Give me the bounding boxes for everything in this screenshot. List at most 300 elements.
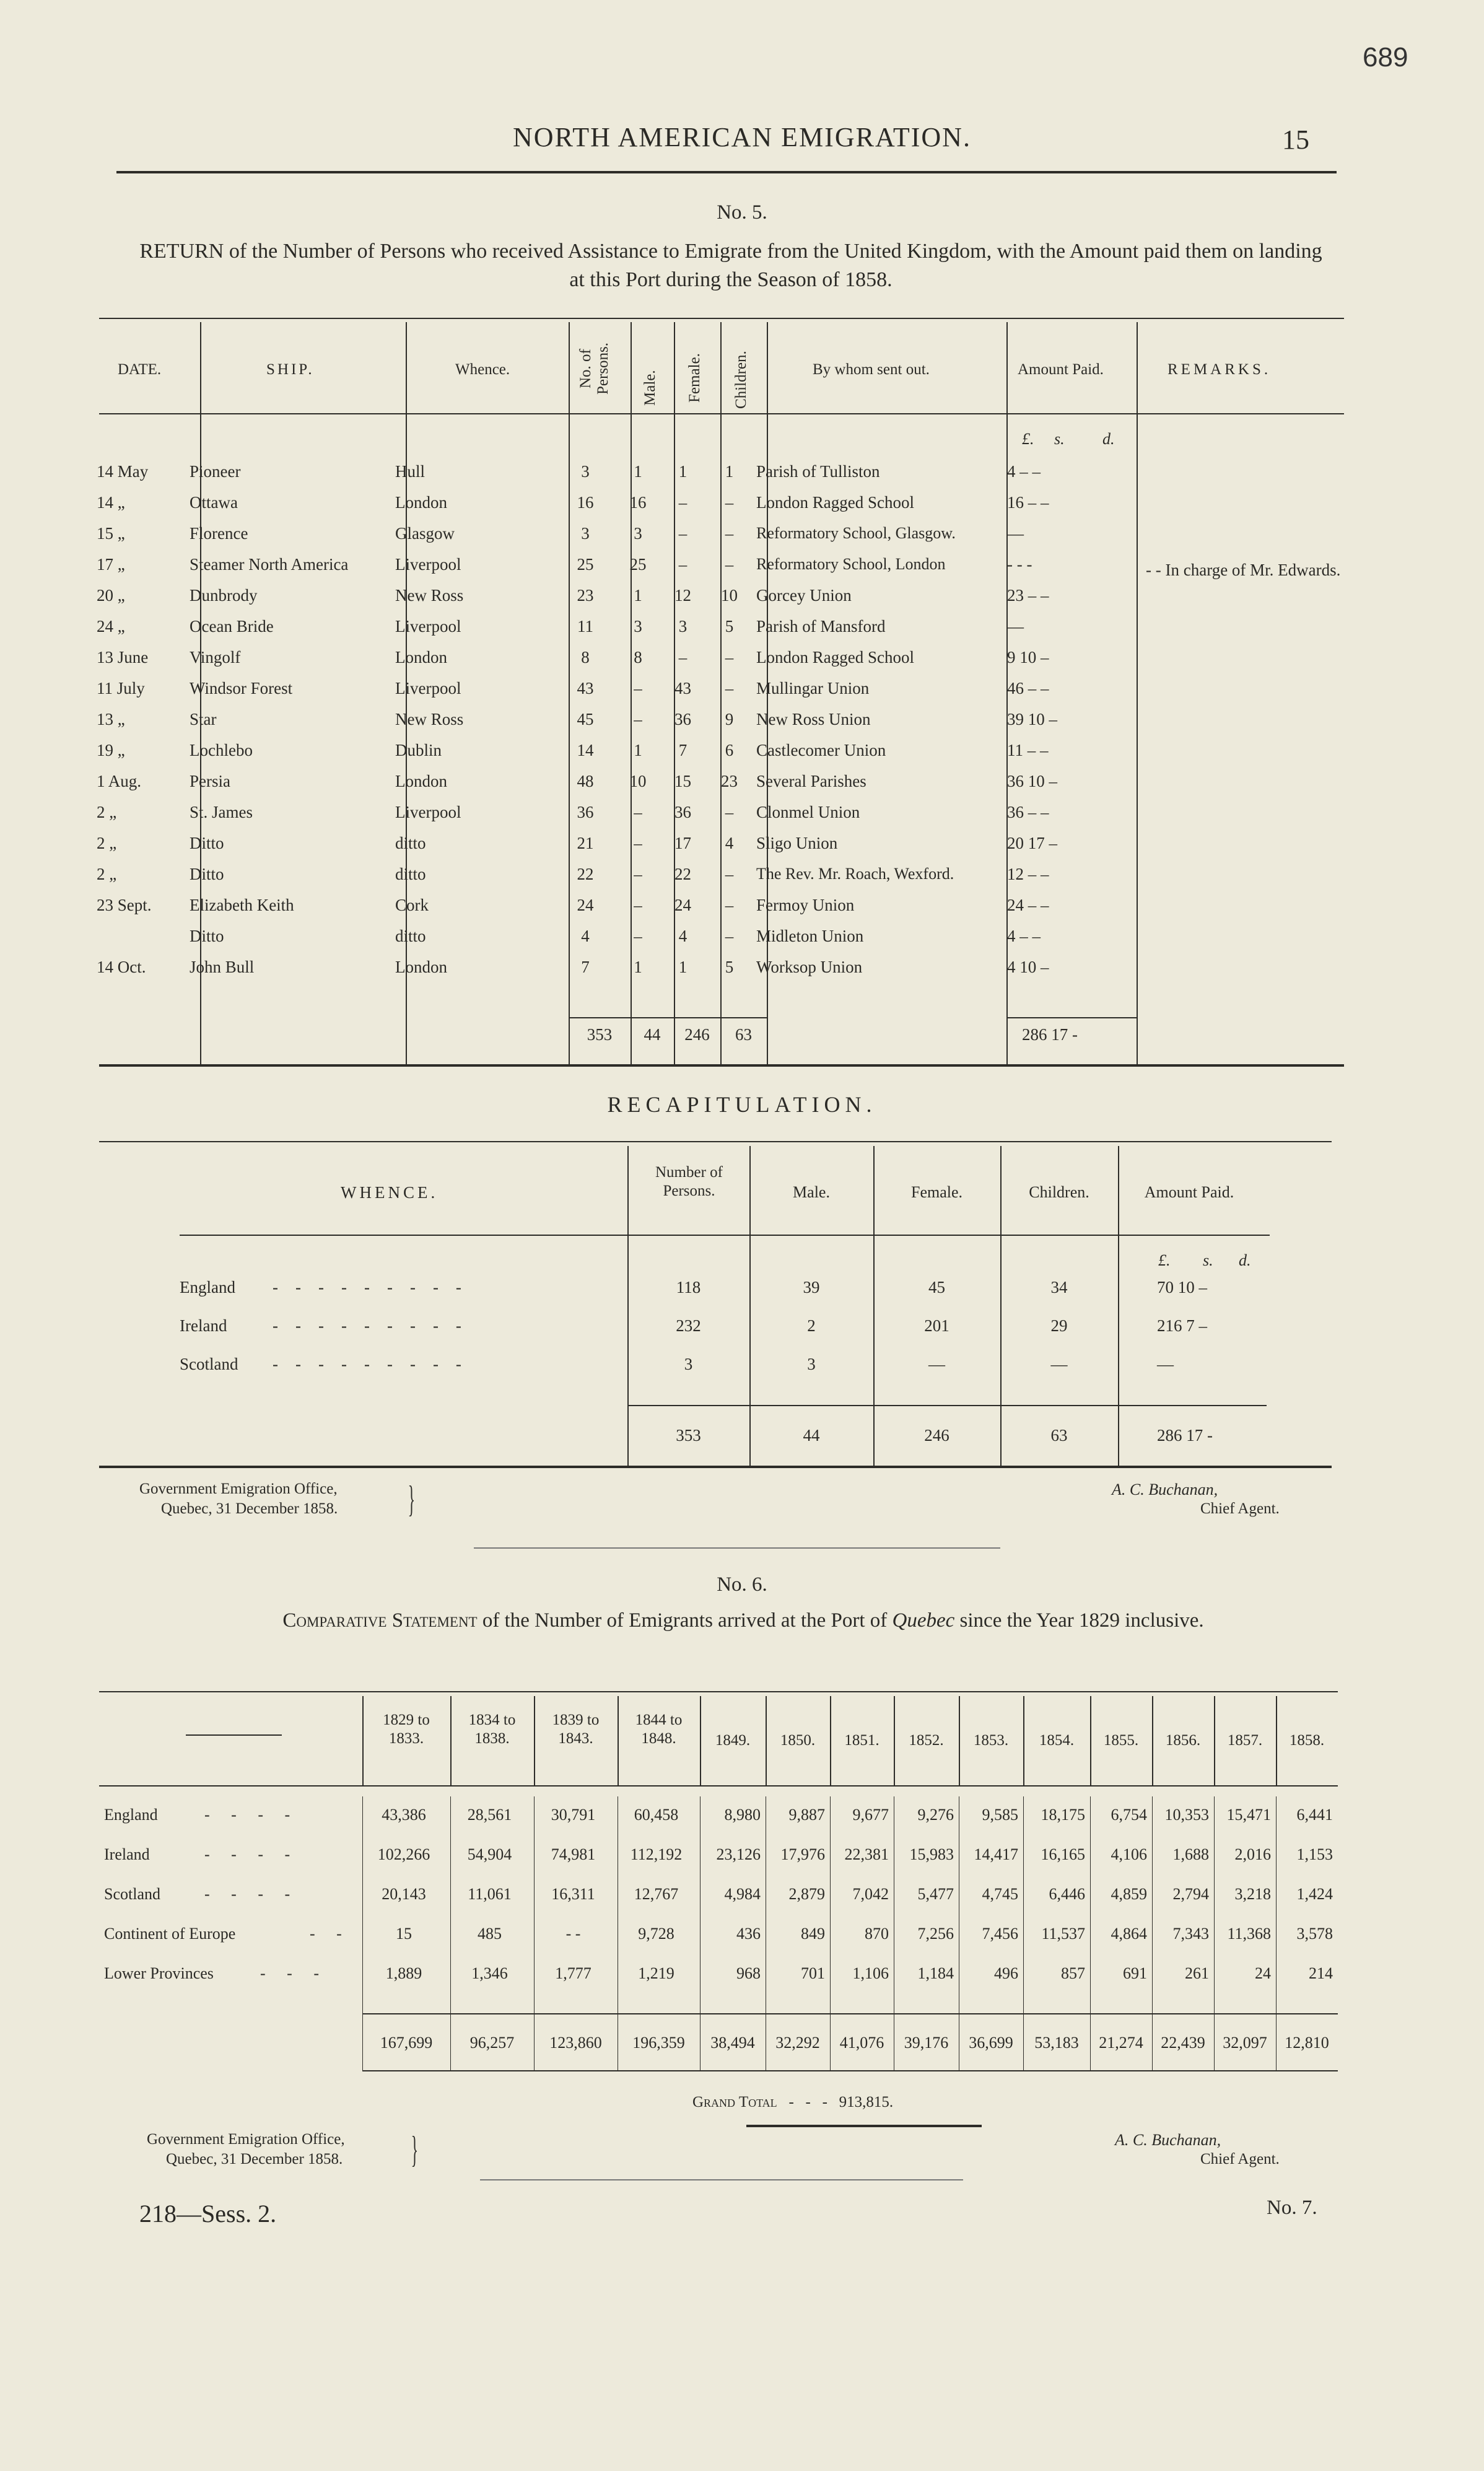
t6-cell: 14,417 bbox=[974, 1845, 1018, 1863]
table6-caption-lead: Comparative Statement bbox=[282, 1609, 478, 1632]
t5-cell-date-text: 13 June bbox=[97, 647, 149, 667]
t5-cell-amount-text: 46 – – bbox=[1007, 678, 1049, 698]
t5-cell-ship-text: Florence bbox=[190, 523, 248, 543]
t5-cell-male bbox=[616, 549, 660, 580]
t5-cell-children-text: 5 bbox=[725, 957, 734, 976]
t5-cell-male-text: – bbox=[634, 802, 642, 821]
t5-cell-female bbox=[660, 766, 706, 797]
t5-cell-date bbox=[93, 642, 186, 673]
t6-header-period: 1849. bbox=[715, 1732, 751, 1749]
t6-cell: 3,578 bbox=[1296, 1925, 1333, 1943]
t6-total-cell: 36,699 bbox=[969, 2034, 1013, 2052]
t5-total-children: 63 bbox=[735, 1025, 752, 1044]
t5-cell-amount bbox=[992, 859, 1133, 890]
t5-cell-persons-text: 7 bbox=[581, 957, 590, 976]
t5-cell-date bbox=[93, 890, 186, 921]
t5-cell-sentby-text: Several Parishes bbox=[756, 771, 866, 790]
head-rule bbox=[116, 171, 1337, 173]
t5-cell-female-text: – bbox=[678, 554, 687, 574]
table6-caption-place: Quebec bbox=[892, 1609, 955, 1632]
t5-cell-persons bbox=[554, 921, 616, 951]
t5-cell-amount-text: 16 – – bbox=[1007, 492, 1049, 512]
t5-cell-female bbox=[660, 673, 706, 704]
table5-number: No. 5. bbox=[717, 201, 767, 224]
t5-row bbox=[93, 951, 1133, 982]
t6-cell: 7,042 bbox=[852, 1885, 889, 1903]
sig2-office-line2: Quebec, 31 December 1858. bbox=[166, 2151, 343, 2167]
t5-cell-female bbox=[660, 549, 706, 580]
t5-cell-amount-text: 36 10 – bbox=[1007, 771, 1057, 790]
t5-cell-female-text: 36 bbox=[674, 802, 691, 821]
t6-cell: 9,585 bbox=[982, 1806, 1018, 1824]
t6-cell: 7,256 bbox=[917, 1925, 954, 1943]
t5-cell-date bbox=[93, 766, 186, 797]
t5-cell-sentby bbox=[753, 549, 992, 580]
t6-total-cell: 39,176 bbox=[904, 2034, 949, 2052]
t5-cell-amount bbox=[992, 549, 1133, 580]
t6-total-cell: 96,257 bbox=[469, 2034, 515, 2052]
t6-cell: 5,477 bbox=[917, 1885, 954, 1903]
t5-header-male: Male. bbox=[642, 370, 658, 406]
t5-row bbox=[93, 456, 1133, 487]
t5-cell-date-text: 23 Sept. bbox=[97, 895, 152, 914]
t5-cell-male-text: 1 bbox=[634, 957, 642, 976]
t5-cell-persons-text: 48 bbox=[577, 771, 594, 790]
t5-cell-male-text: 16 bbox=[629, 492, 647, 512]
t5-cell-whence-text: Liverpool bbox=[395, 616, 461, 636]
t5-cell-amount bbox=[992, 673, 1133, 704]
t5-cell-date bbox=[93, 704, 186, 735]
t5-row bbox=[93, 766, 1133, 797]
t5-cell-female-text: 22 bbox=[674, 864, 691, 883]
t6-cell: 496 bbox=[994, 1964, 1018, 1982]
t5-cell-amount-text: 20 17 – bbox=[1007, 833, 1057, 852]
sig1-rule bbox=[474, 1547, 1000, 1549]
grand-total-dashes: - - - bbox=[777, 2094, 839, 2110]
recap-cell-persons: 232 bbox=[676, 1316, 701, 1335]
t5-cell-whence bbox=[391, 859, 554, 890]
t5-cell-children-text: – bbox=[725, 895, 734, 914]
t6-cell: 691 bbox=[1123, 1964, 1147, 1982]
t5-cell-persons-text: 45 bbox=[577, 709, 594, 728]
t6-header-period: 1829 to 1833. bbox=[383, 1712, 430, 1747]
t5-cell-persons-text: 25 bbox=[577, 554, 594, 574]
t5-cell-persons bbox=[554, 611, 616, 642]
t5-cell-date-text: 2 „ bbox=[97, 802, 117, 821]
t5-cell-whence-text: Liverpool bbox=[395, 802, 461, 821]
t6-cell: 1,184 bbox=[917, 1964, 954, 1982]
t5-cell-date-text: 14 Oct. bbox=[97, 957, 146, 976]
t5-cell-female bbox=[660, 704, 706, 735]
t5-cell-date-text: 2 „ bbox=[97, 864, 117, 883]
t5-cell-amount bbox=[992, 828, 1133, 859]
t5-cell-amount bbox=[992, 890, 1133, 921]
t6-sum-rule bbox=[362, 2013, 1338, 2014]
t5-cell-amount bbox=[992, 797, 1133, 828]
t6-cell: 112,192 bbox=[630, 1845, 683, 1863]
t5-cell-persons bbox=[554, 518, 616, 549]
t5-row bbox=[93, 580, 1133, 611]
running-head-page: 15 bbox=[1282, 125, 1309, 155]
t5-cell-male bbox=[616, 921, 660, 951]
t5-cell-ship-text: Vingolf bbox=[190, 647, 241, 667]
t5-cell-female bbox=[660, 487, 706, 518]
t5-cell-sentby bbox=[753, 673, 992, 704]
t5-row bbox=[93, 487, 1133, 518]
t6-header-period: 1852. bbox=[909, 1732, 944, 1749]
t5-cell-whence bbox=[391, 951, 554, 982]
t5-cell-amount bbox=[992, 611, 1133, 642]
t5-cell-female-text: 36 bbox=[674, 709, 691, 728]
t5-cell-sentby bbox=[753, 487, 992, 518]
t5-cell-children bbox=[706, 797, 753, 828]
t5-lsd-pence: d. bbox=[1102, 430, 1115, 448]
t5-cell-persons-text: 36 bbox=[577, 802, 594, 821]
t6-cell: 1,346 bbox=[471, 1964, 508, 1982]
t5-cell-whence-text: Liverpool bbox=[395, 678, 461, 698]
recap-total-amount: 286 17 - bbox=[1157, 1426, 1213, 1445]
t5-cell-amount bbox=[992, 580, 1133, 611]
t6-header-period: 1844 to 1848. bbox=[635, 1712, 683, 1747]
t5-total-persons: 353 bbox=[587, 1025, 613, 1044]
t5-cell-sentby-text: London Ragged School bbox=[756, 492, 914, 512]
t5-header-sentby: By whom sent out. bbox=[813, 361, 930, 378]
table6-caption-mid: of the Number of Emigrants arrived at the Port of bbox=[477, 1609, 893, 1632]
t5-cell-sentby-text: Parish of Tulliston bbox=[756, 461, 880, 481]
t5-cell-persons bbox=[554, 642, 616, 673]
t6-row-name: England bbox=[104, 1806, 158, 1824]
t5-cell-ship-text: Persia bbox=[190, 771, 230, 790]
t5-cell-sentby bbox=[753, 456, 992, 487]
t5-cell-female-text: – bbox=[678, 492, 687, 512]
grand-total-value: 913,815. bbox=[839, 2094, 894, 2110]
recap-lsd-shillings: s. bbox=[1203, 1251, 1213, 1269]
t6-cell: 4,864 bbox=[1111, 1925, 1147, 1943]
t5-cell-ship-text: Ditto bbox=[190, 833, 224, 852]
t5-cell-male bbox=[616, 456, 660, 487]
t5-cell-whence bbox=[391, 456, 554, 487]
t6-cell: 870 bbox=[865, 1925, 889, 1943]
t6-total-cell: 53,183 bbox=[1034, 2034, 1079, 2052]
t5-row bbox=[93, 828, 1133, 859]
t6-cell: 1,889 bbox=[385, 1964, 422, 1982]
t5-cell-female bbox=[660, 859, 706, 890]
t5-total-male: 44 bbox=[644, 1025, 661, 1044]
t5-cell-amount-text: 24 – – bbox=[1007, 895, 1049, 914]
t5-cell-date bbox=[93, 921, 186, 951]
t5-cell-children bbox=[706, 456, 753, 487]
t5-col-rule bbox=[1137, 322, 1138, 1064]
t6-cell: 1,153 bbox=[1296, 1845, 1333, 1863]
t5-cell-male-text: – bbox=[634, 895, 642, 914]
recap-cell-amount: — bbox=[1157, 1355, 1174, 1373]
t5-cell-male bbox=[616, 890, 660, 921]
t5-cell-amount bbox=[992, 704, 1133, 735]
t6-header-period: 1851. bbox=[844, 1732, 879, 1749]
t5-total-amount: 286 17 - bbox=[1022, 1025, 1078, 1044]
t5-cell-children bbox=[706, 921, 753, 951]
t5-cell-whence bbox=[391, 828, 554, 859]
t5-cell-sentby bbox=[753, 518, 992, 549]
t5-cell-amount bbox=[992, 487, 1133, 518]
t6-total-cell: 196,359 bbox=[632, 2034, 685, 2052]
t5-cell-male bbox=[616, 859, 660, 890]
t5-cell-persons-text: 8 bbox=[581, 647, 590, 667]
t5-row bbox=[93, 518, 1133, 549]
recap-cell-amount: 70 10 – bbox=[1157, 1278, 1207, 1297]
sig2-office-line1: Government Emigration Office, bbox=[147, 2131, 345, 2148]
t5-cell-whence bbox=[391, 642, 554, 673]
t5-cell-amount-text: — bbox=[1007, 616, 1024, 636]
t5-cell-persons bbox=[554, 580, 616, 611]
t6-cell: 15,983 bbox=[909, 1845, 954, 1863]
t6-header-period: 1858. bbox=[1289, 1732, 1325, 1749]
t5-cell-persons-text: 3 bbox=[581, 461, 590, 481]
t5-cell-children-text: 1 bbox=[725, 461, 734, 481]
t6-cell: 11,368 bbox=[1227, 1925, 1271, 1943]
recap-cell-children: — bbox=[1050, 1355, 1068, 1373]
t5-cell-female bbox=[660, 921, 706, 951]
sig2-brace-icon: } bbox=[411, 2129, 419, 2170]
t5-cell-children-text: – bbox=[725, 864, 734, 883]
sig2-rule bbox=[480, 2179, 963, 2180]
t5-cell-ship bbox=[186, 951, 391, 982]
recap-head-rule bbox=[180, 1235, 1270, 1236]
t6-cell: 22,381 bbox=[844, 1845, 889, 1863]
recap-cell-children: 34 bbox=[1050, 1278, 1068, 1297]
sig1-office-line2: Quebec, 31 December 1858. bbox=[161, 1500, 338, 1517]
recap-total-female: 246 bbox=[924, 1426, 949, 1445]
t6-cell: 17,976 bbox=[780, 1845, 825, 1863]
t5-cell-sentby-text: Mullingar Union bbox=[756, 678, 870, 698]
t6-header-period: 1834 to 1838. bbox=[468, 1712, 516, 1747]
t5-cell-ship-text: St. James bbox=[190, 802, 253, 821]
t5-cell-whence-text: ditto bbox=[395, 926, 426, 945]
t6-cell: 6,754 bbox=[1111, 1806, 1147, 1824]
t5-row bbox=[93, 549, 1133, 580]
t5-cell-whence-text: London bbox=[395, 771, 447, 790]
t5-cell-sentby bbox=[753, 890, 992, 921]
t5-cell-female-text: 1 bbox=[678, 957, 687, 976]
t6-row-leader: - - - bbox=[260, 1964, 328, 1982]
t5-cell-date-text: 20 „ bbox=[97, 585, 125, 605]
t6-head-rule bbox=[99, 1785, 1338, 1787]
t5-cell-male bbox=[616, 735, 660, 766]
t6-cell: 30,791 bbox=[551, 1806, 596, 1824]
t5-cell-amount-text: 23 – – bbox=[1007, 585, 1049, 605]
t5-cell-sentby-text: Midleton Union bbox=[756, 926, 864, 945]
t5-cell-ship-text: Ottawa bbox=[190, 492, 238, 512]
t5-cell-persons-text: 22 bbox=[577, 864, 594, 883]
recap-cell-male: 2 bbox=[807, 1316, 816, 1335]
t5-cell-whence bbox=[391, 487, 554, 518]
t5-cell-persons-text: 4 bbox=[581, 926, 590, 945]
t6-cell: 6,446 bbox=[1049, 1885, 1085, 1903]
t5-cell-male-text: 1 bbox=[634, 740, 642, 759]
t5-cell-date-text: 24 „ bbox=[97, 616, 125, 636]
t5-cell-ship bbox=[186, 735, 391, 766]
t5-row bbox=[93, 673, 1133, 704]
t5-cell-whence bbox=[391, 704, 554, 735]
t5-cell-date bbox=[93, 611, 186, 642]
t5-cell-male bbox=[616, 797, 660, 828]
recap-cell-female: 45 bbox=[928, 1278, 945, 1297]
t6-cell: 485 bbox=[478, 1925, 502, 1943]
t5-cell-date-text: 19 „ bbox=[97, 740, 125, 759]
recap-cell-female: — bbox=[928, 1355, 945, 1373]
t5-header-persons: No. of Persons. bbox=[577, 342, 611, 395]
recap-total-children: 63 bbox=[1050, 1426, 1068, 1445]
t5-cell-female bbox=[660, 890, 706, 921]
t6-cell: - - bbox=[565, 1925, 581, 1943]
t5-cell-whence bbox=[391, 549, 554, 580]
t6-cell: 102,266 bbox=[377, 1845, 430, 1863]
footer-session: 218—Sess. 2. bbox=[139, 2200, 277, 2228]
t5-cell-ship-text: John Bull bbox=[190, 957, 255, 976]
t5-cell-female bbox=[660, 951, 706, 982]
recap-lsd-pounds: £. bbox=[1158, 1251, 1171, 1269]
t5-cell-date bbox=[93, 673, 186, 704]
t5-cell-persons bbox=[554, 828, 616, 859]
t6-row-leader: - - - - bbox=[204, 1806, 299, 1824]
grand-total-label: Grand Total bbox=[692, 2094, 777, 2110]
t5-cell-persons-text: 43 bbox=[577, 678, 594, 698]
t5-row bbox=[93, 704, 1133, 735]
t6-cell: 28,561 bbox=[467, 1806, 512, 1824]
t6-total-cell: 41,076 bbox=[839, 2034, 884, 2052]
recap-lsd-pence: d. bbox=[1239, 1251, 1251, 1269]
t5-cell-amount-text: - - - bbox=[1007, 554, 1032, 574]
t5-cell-persons bbox=[554, 859, 616, 890]
t5-row bbox=[93, 859, 1133, 890]
t5-cell-date bbox=[93, 951, 186, 982]
t5-cell-amount-text: 4 – – bbox=[1007, 461, 1041, 481]
recap-cell-persons: 118 bbox=[676, 1278, 701, 1297]
t5-cell-female bbox=[660, 580, 706, 611]
table6-caption bbox=[173, 1606, 1313, 1635]
recap-bottom-rule bbox=[99, 1466, 1332, 1468]
t5-cell-sentby bbox=[753, 611, 992, 642]
t6-cell: 12,767 bbox=[634, 1885, 679, 1903]
t5-cell-sentby bbox=[753, 921, 992, 951]
t5-cell-female-text: 24 bbox=[674, 895, 691, 914]
t5-cell-amount-text: 36 – – bbox=[1007, 802, 1049, 821]
t5-cell-whence bbox=[391, 890, 554, 921]
t5-cell-ship-text: Dunbrody bbox=[190, 585, 258, 605]
t5-cell-ship-text: Windsor Forest bbox=[190, 678, 293, 698]
t6-cell: 849 bbox=[801, 1925, 825, 1943]
t5-cell-sentby bbox=[753, 859, 992, 890]
recap-row-name: Ireland bbox=[180, 1316, 227, 1335]
t5-cell-date-text: 17 „ bbox=[97, 554, 125, 574]
t5-header-children: Children. bbox=[733, 351, 749, 409]
footer-next: No. 7. bbox=[1267, 2197, 1317, 2219]
t5-cell-date bbox=[93, 549, 186, 580]
t5-cell-persons bbox=[554, 704, 616, 735]
table5-caption: RETURN of the Number of Persons who received Assistance to Emigrate from the United Kingdom, with the Amount paid them on landing at this Port during the Season of 1858. bbox=[139, 240, 1322, 291]
t5-cell-male-text: 10 bbox=[629, 771, 647, 790]
t6-cell: 9,887 bbox=[788, 1806, 825, 1824]
recap-total-persons: 353 bbox=[676, 1426, 701, 1445]
t6-header-period: 1857. bbox=[1227, 1732, 1263, 1749]
t5-cell-female-text: 4 bbox=[678, 926, 687, 945]
t5-cell-date-text: 1 Aug. bbox=[97, 771, 142, 790]
t5-row bbox=[93, 735, 1133, 766]
t5-cell-persons-text: 16 bbox=[577, 492, 594, 512]
t5-cell-whence-text: ditto bbox=[395, 864, 426, 883]
t5-cell-sentby bbox=[753, 704, 992, 735]
t6-cell: 1,688 bbox=[1172, 1845, 1209, 1863]
t5-cell-amount-text: 9 10 – bbox=[1007, 647, 1049, 667]
recap-title: RECAPITULATION. bbox=[607, 1092, 877, 1117]
t5-cell-sentby bbox=[753, 951, 992, 982]
sig1-brace-icon: } bbox=[408, 1479, 416, 1520]
t5-cell-children bbox=[706, 642, 753, 673]
t6-cell: 9,677 bbox=[852, 1806, 889, 1824]
t5-cell-whence-text: London bbox=[395, 492, 447, 512]
t5-cell-sentby bbox=[753, 828, 992, 859]
t5-cell-ship bbox=[186, 890, 391, 921]
t5-cell-male-text: – bbox=[634, 833, 642, 852]
t5-cell-female bbox=[660, 518, 706, 549]
t5-sum-rule bbox=[1006, 1017, 1137, 1018]
t5-cell-male-text: 3 bbox=[634, 616, 642, 636]
t5-cell-female-text: 7 bbox=[678, 740, 687, 759]
t5-cell-children bbox=[706, 890, 753, 921]
t5-row bbox=[93, 890, 1133, 921]
t5-cell-date-text: 14 „ bbox=[97, 492, 125, 512]
t5-cell-ship bbox=[186, 456, 391, 487]
t5-cell-persons bbox=[554, 673, 616, 704]
t5-cell-children bbox=[706, 828, 753, 859]
t5-cell-ship bbox=[186, 549, 391, 580]
t6-row-leader: - - bbox=[310, 1925, 351, 1943]
t5-cell-male bbox=[616, 704, 660, 735]
t5-cell-female-text: 43 bbox=[674, 678, 691, 698]
t5-cell-sentby-text: The Rev. Mr. Roach, Wexford. bbox=[756, 865, 954, 883]
t5-row bbox=[93, 797, 1133, 828]
t6-cell: 11,537 bbox=[1041, 1925, 1085, 1943]
t5-cell-sentby-text: London Ragged School bbox=[756, 647, 914, 667]
t5-cell-male bbox=[616, 611, 660, 642]
t5-cell-male bbox=[616, 766, 660, 797]
t5-cell-male-text: – bbox=[634, 926, 642, 945]
t5-cell-children-text: – bbox=[725, 802, 734, 821]
t6-cell: 701 bbox=[801, 1964, 825, 1982]
recap-total-male: 44 bbox=[803, 1426, 820, 1445]
t5-cell-children bbox=[706, 704, 753, 735]
t5-cell-persons-text: 14 bbox=[577, 740, 594, 759]
t5-row bbox=[93, 642, 1133, 673]
t5-cell-whence bbox=[391, 921, 554, 951]
t5-cell-female-text: 17 bbox=[674, 833, 691, 852]
table6-number: No. 6. bbox=[717, 1573, 767, 1596]
t5-cell-date bbox=[93, 487, 186, 518]
t5-cell-persons-text: 11 bbox=[577, 616, 593, 636]
t6-cell: 60,458 bbox=[634, 1806, 679, 1824]
t5-cell-male-text: – bbox=[634, 864, 642, 883]
t5-cell-ship bbox=[186, 518, 391, 549]
t5-cell-ship-text: Pioneer bbox=[190, 461, 241, 481]
t5-cell-persons-text: 21 bbox=[577, 833, 594, 852]
t6-cell: 18,175 bbox=[1041, 1806, 1085, 1824]
t5-cell-ship-text: Steamer North America bbox=[190, 554, 349, 574]
t5-cell-whence-text: Hull bbox=[395, 461, 426, 481]
t5-total-female: 246 bbox=[684, 1025, 710, 1044]
t5-cell-amount bbox=[992, 642, 1133, 673]
t6-row-leader: - - - - bbox=[204, 1885, 299, 1903]
t5-cell-children bbox=[706, 549, 753, 580]
